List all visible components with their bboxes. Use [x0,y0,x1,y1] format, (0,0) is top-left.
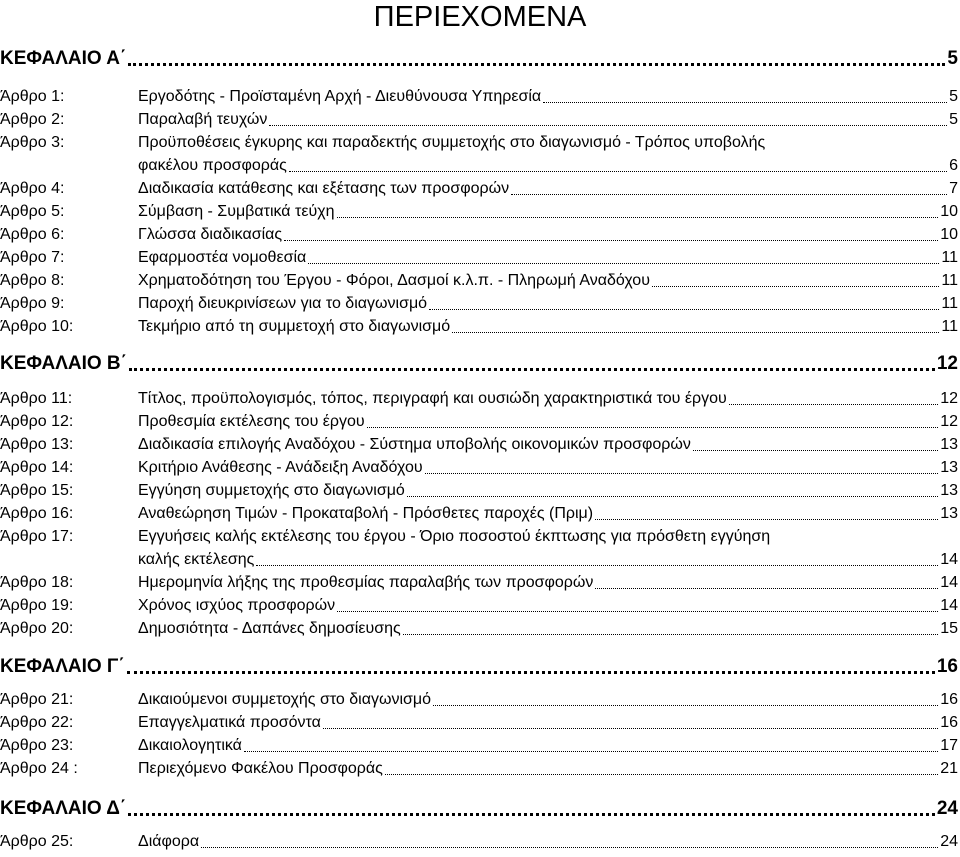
article-page-number: 17 [940,737,958,754]
article-page-number: 6 [949,157,958,174]
article-title: Παραλαβή τευχών [138,111,268,128]
dot-leader [367,427,939,428]
article-label: Άρθρο 4: [0,180,65,197]
page-title: ΠΕΡΙΕΧΟΜΕΝΑ [373,1,587,33]
article-page-number: 10 [940,203,958,220]
article-label: Άρθρο 9: [0,295,65,312]
toc-entry[interactable] [138,87,958,107]
article-title: Ημερομηνία λήξης της προθεσμίας παραλαβής των προσφορών [138,574,594,591]
dot-leader [595,519,938,520]
dot-leader [543,102,947,103]
chapter-heading[interactable] [0,44,958,70]
dot-leader [269,125,947,126]
dot-leader [652,286,939,287]
toc-entry[interactable] [138,179,958,199]
chapter-heading[interactable] [0,652,958,678]
toc-entry[interactable] [138,713,958,733]
article-page-number: 12 [940,390,958,407]
chapter-label: ΚΕΦΑΛΑΙΟ Δ΄ [0,798,127,819]
article-title: Δικαιούμενοι συμμετοχής στο διαγωνισμό [138,691,432,708]
article-label: Άρθρο 16: [0,505,74,522]
toc-entry[interactable] [138,573,958,593]
article-page-number: 11 [941,249,958,266]
dot-leader [385,774,938,775]
dot-leader [256,565,938,566]
article-label: Άρθρο 13: [0,436,74,453]
article-label: Άρθρο 20: [0,620,74,637]
article-title: Διάφορα [138,833,200,850]
dot-leader [128,813,935,816]
toc-entry[interactable] [138,481,958,501]
article-label: Άρθρο 24 : [0,760,78,777]
dot-leader [511,194,947,195]
toc-entry[interactable] [138,225,958,245]
toc-entry[interactable] [138,389,958,409]
toc-entry[interactable] [138,596,958,616]
dot-leader [407,496,938,497]
article-title: Διαδικασία επιλογής Αναδόχου - Σύστημα υποβολής οικονομικών προσφορών [138,436,691,453]
toc-entry[interactable] [138,736,958,756]
article-label: Άρθρο 19: [0,597,74,614]
dot-leader [693,450,938,451]
toc-entry[interactable] [138,504,958,524]
dot-leader [433,705,938,706]
dot-leader [337,611,938,612]
toc-entry[interactable] [138,759,958,779]
article-title: Περιεχόμενο Φακέλου Προσφοράς [138,760,383,777]
toc-entry[interactable] [138,412,958,432]
dot-leader [425,473,939,474]
article-label: Άρθρο 15: [0,482,74,499]
article-label: Άρθρο 17: [0,528,74,545]
article-title: Αναθεώρηση Τιμών - Προκαταβολή - Πρόσθετες παροχές (Πριμ) [138,505,594,522]
toc-entry[interactable] [138,248,958,268]
article-title: Διαδικασία κατάθεσης και εξέτασης των προσφορών [138,180,510,197]
toc-entry[interactable] [138,458,958,478]
article-label: Άρθρο 8: [0,272,65,289]
article-title: Εργοδότης - Προϊσταμένη Αρχή - Διευθύνουσα Υπηρεσία [138,88,542,105]
dot-leader [284,240,938,241]
toc-entry[interactable] [138,294,958,314]
article-label: Άρθρο 3: [0,134,65,151]
toc-entry[interactable] [138,202,958,222]
article-title: Δικαιολογητικά [138,737,242,754]
toc-entry[interactable] [138,550,958,570]
chapter-label: ΚΕΦΑΛΑΙΟ Α΄ [0,48,127,69]
chapter-page-number: 16 [936,656,958,677]
article-page-number: 14 [940,574,958,591]
article-label: Άρθρο 14: [0,459,74,476]
article-title: Τεκμήριο από τη συμμετοχή στο διαγωνισμό [138,318,451,335]
chapter-heading[interactable] [0,794,958,820]
article-title: Κριτήριο Ανάθεσης - Ανάδειξη Αναδόχου [138,459,423,476]
article-page-number: 11 [941,295,958,312]
article-label: Άρθρο 12: [0,413,74,430]
article-label: Άρθρο 10: [0,318,74,335]
toc-entry[interactable] [138,690,958,710]
article-page-number: 16 [940,714,958,731]
article-page-number: 21 [940,760,958,777]
article-page-number: 11 [941,318,958,335]
article-label: Άρθρο 1: [0,88,65,105]
article-title: Γλώσσα διαδικασίας [138,226,283,243]
article-label: Άρθρο 2: [0,111,65,128]
article-page-number: 11 [941,272,958,289]
dot-leader [729,404,938,405]
dot-leader [244,751,938,752]
article-label: Άρθρο 18: [0,574,74,591]
article-title: Παροχή διευκρινίσεων για το διαγωνισμό [138,295,428,312]
article-page-number: 12 [940,413,958,430]
article-page-number: 7 [949,180,958,197]
article-page-number: 13 [940,505,958,522]
article-title: Εφαρμοστέα νομοθεσία [138,249,307,266]
article-page-number: 24 [940,833,958,850]
chapter-heading[interactable] [0,349,958,375]
article-page-number: 15 [940,620,958,637]
chapter-label: ΚΕΦΑΛΑΙΟ Γ΄ [0,656,125,677]
chapter-page-number: 24 [936,798,958,819]
article-label: Άρθρο 23: [0,737,74,754]
toc-entry[interactable] [138,110,958,130]
toc-entry[interactable] [138,619,958,639]
dot-leader [452,332,939,333]
article-title: Προθεσμία εκτέλεσης του έργου [138,413,365,430]
article-label: Άρθρο 5: [0,203,65,220]
article-title: Χρηματοδότηση του Έργου - Φόροι, Δασμοί κ.λ.π. - Πληρωμή Αναδόχου [138,272,650,289]
toc-entry[interactable] [138,156,958,176]
dot-leader [201,847,938,848]
article-title: Τίτλος, προϋπολογισμός, τόπος, περιγραφή και ουσιώδη χαρακτηριστικά του έργου [138,390,727,407]
article-title-first-line: Προϋποθέσεις έγκυρης και παραδεκτής συμμετοχής στο διαγωνισμό - Τρόπος υποβολής [138,134,766,151]
article-page-number: 13 [940,436,958,453]
dot-leader [429,309,939,310]
toc-entry[interactable] [138,317,958,337]
article-title: Σύμβαση - Συμβατικά τεύχη [138,203,335,220]
dot-leader [403,634,938,635]
toc-entry[interactable] [138,435,958,455]
dot-leader [289,171,947,172]
dot-leader [127,671,935,674]
article-page-number: 13 [940,459,958,476]
article-label: Άρθρο 11: [0,390,73,407]
article-title: Επαγγελματικά προσόντα [138,714,321,731]
article-title: Εγγύηση συμμετοχής στο διαγωνισμό [138,482,405,499]
dot-leader [308,263,939,264]
article-page-number: 16 [940,691,958,708]
dot-leader [337,217,939,218]
article-title: Χρόνος ισχύος προσφορών [138,597,336,614]
toc-entry[interactable] [138,271,958,291]
dot-leader [128,63,945,66]
dot-leader [595,588,938,589]
article-page-number: 5 [949,111,958,128]
chapter-page-number: 5 [947,48,958,69]
article-label: Άρθρο 25: [0,833,74,850]
article-title: Δημοσιότητα - Δαπάνες δημοσίευσης [138,620,401,637]
article-page-number: 14 [940,551,958,568]
article-label: Άρθρο 6: [0,226,65,243]
article-page-number: 10 [940,226,958,243]
article-title-first-line: Εγγυήσεις καλής εκτέλεσης του έργου - Όριο ποσοστού έκπτωσης για πρόσθετη εγγύηση [138,528,771,545]
article-label: Άρθρο 22: [0,714,74,731]
article-page-number: 5 [949,88,958,105]
article-label: Άρθρο 21: [0,691,74,708]
article-page-number: 13 [940,482,958,499]
toc-entry[interactable] [138,832,958,852]
dot-leader [323,728,938,729]
article-title: φακέλου προσφοράς [138,157,287,174]
chapter-page-number: 12 [936,353,958,374]
dot-leader [129,368,935,371]
article-label: Άρθρο 7: [0,249,65,266]
article-title: καλής εκτέλεσης [138,551,255,568]
chapter-label: ΚΕΦΑΛΑΙΟ Β΄ [0,353,127,374]
article-page-number: 14 [940,597,958,614]
